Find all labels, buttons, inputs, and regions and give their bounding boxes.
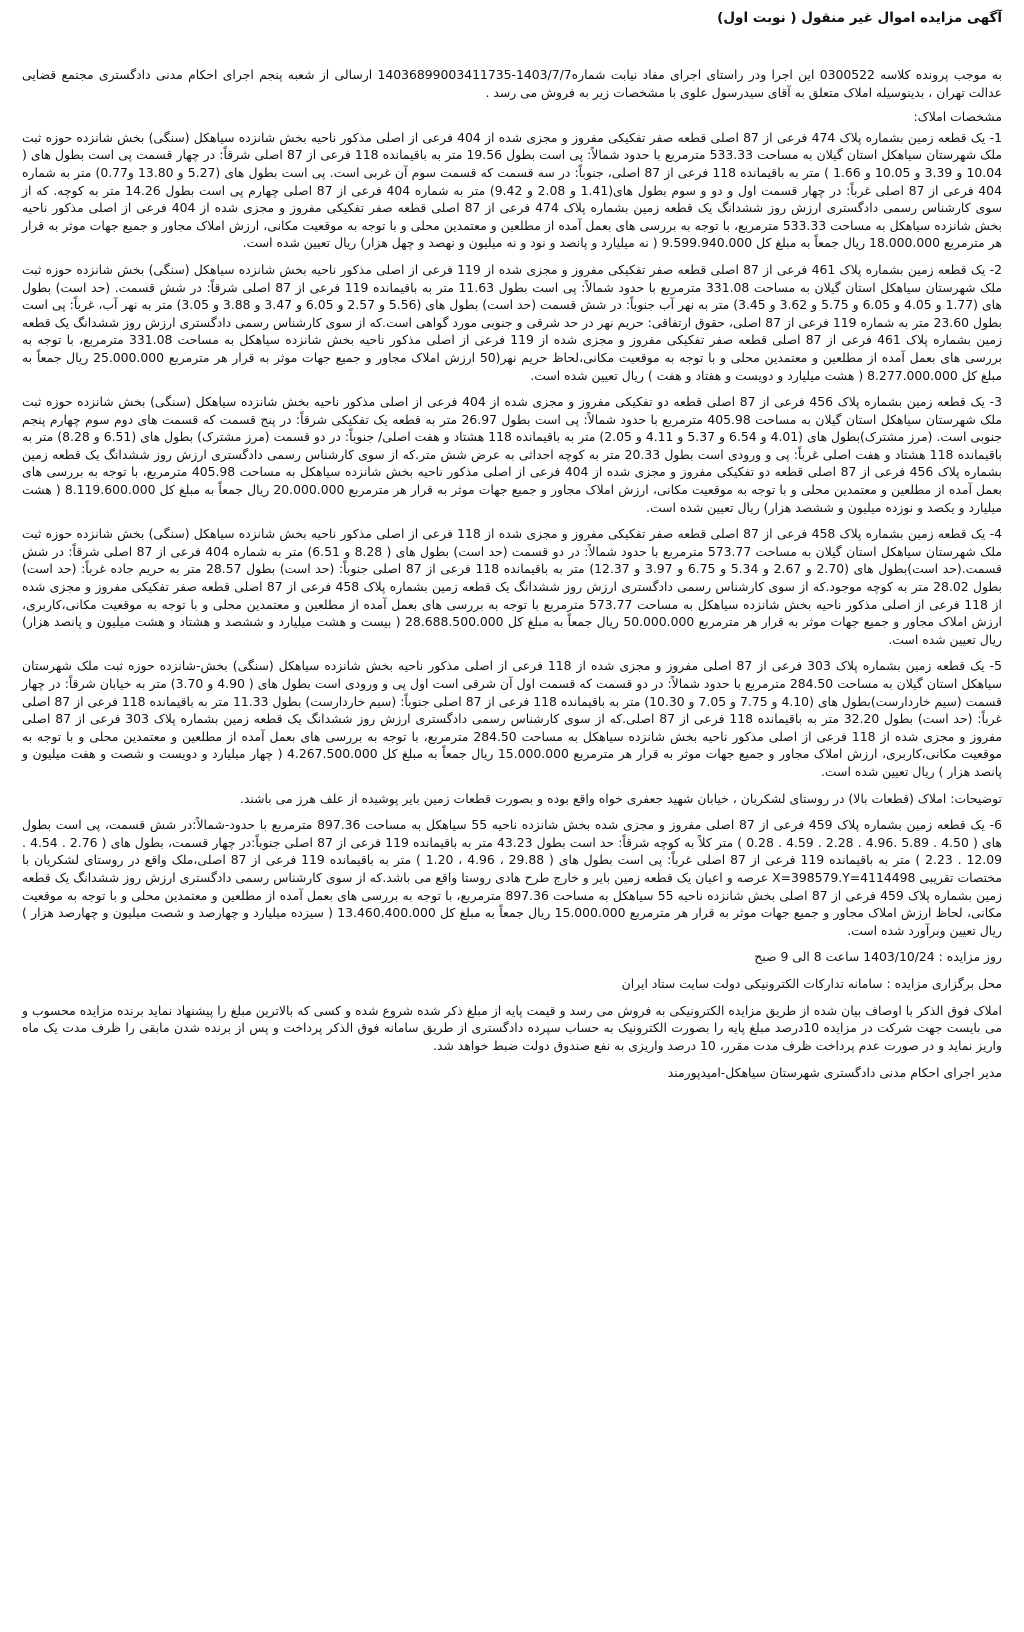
notes-paragraph: توضیحات: املاک (قطعات بالا) در روستای لشکریان ، خیابان شهید جعفری خواه واقع بوده و بصورت قطعات زمین بایر پوشیده از علف هرز می باشند. [239, 790, 1002, 806]
property-item-2: 2- یک قطعه زمین بشماره پلاک 461 فرعی از 87 اصلی قطعه صفر تفکیکی مفروز و مجزی شده از 119 فرعی از اصلی مذکور ناحیه بخش شانزده سیاهکل (سنگی) بخش شانزده حوزه ثبت ملک شهرستان سیاهکل استان گیلان به مساحت 331.08 مترمربع با حدود شمالاً: پی است بطول 11.63 متر به باقیمانده 119 فرعی از 87 اصلی شرقاً: در شش قسمت. (حد است) بطول های (1.77 و 4.05 و 6.05 و 5.75 و 3.62 و 3.45) متر به نهر آب جنوباً: در شش قسمت (حد است) بطول های (5.56 و 2.57 و 6.05 و 3.47 و 3.88 و 3.05) متر به نهر آب، غرباً: پی است بطول 23.60 متر به شماره 119 فرعی از 87 اصلی، حقوق ارتفاقی: حریم نهر در حد شرقی و جنوبی مورد گواهی است.که از سوی کارشناس رسمی دادگستری ارزش روز ششدانگ یک قطعه زمین بشماره پلاک 461 فرعی از 87 اصلی قطعه صفر تفکیکی مفروز و مجزی شده از 119 فرعی از اصلی مذکور ناحیه بخش شانزده سیاهکل به مساحت 331.08 مترمربع، با توجه به بررسی های بعمل آمده از مطلعین و معتمدین محلی و با توجه به موقعیت مکانی،لحاظ حریم نهر(50 ارزش املاک مجاور و جمیع جهات موثر به قرار هر مترمربع 25.000.000 ریال جمعاً به مبلغ کل 8.277.000.000 ( هشت میلیارد و دویست و هفتاد و هفت ) ریال تعیین شده است. [22, 261, 1003, 383]
auction-place: محل برگزاری مزایده : سامانه تدارکات الکترونیکی دولت سایت ستاد ایران [621, 975, 1002, 991]
property-item-6: 6- یک قطعه زمین بشماره پلاک 459 فرعی از 87 اصلی مفروز و مجزی شده بخش شانزده ناحیه 55 سیاهکل به مساحت 897.36 مترمربع با حدود-شمالاً:در شش قسمت، پی است بطول های ( 4.50 . 5.89 .4.96 . 2.28 . 4.59 . 0.28 ) متر کلاً به کوچه شرقاً: حد است بطول 43.23 متر به باقیمانده 119 فرعی از 87 اصلی جنوباً:در چهار قسمت، بطول های ( 2.76 . 4.54 . 12.09 . 2.23 ) متر به باقیمانده 119 فرعی از 87 اصلی غرباً: پی است بطول های ( 29.88 ، 4.96 ، 1.20 ) متر به باقیمانده 119 فرعی از 87 اصلی،ملک واقع در روستای لشکریان با مختصات تقریبی X=398579.Y=4114498 عرصه و اعیان یک قطعه زمین بایر و خارج طرح هادی روستا واقع می باشد.که از سوی کارشناس رسمی دادگستری ارزش روز ششدانگ یک قطعه زمین بشماره پلاک 459 فرعی از 87 اصلی بخش شانزده ناحیه 55 سیاهکل به مساحت 897.36 مترمربع، با توجه به بررسی های بعمل آمده از مطلعین و معتمدین محلی و با توجه به موقعیت مکانی، لحاظ ارزش املاک مجاور و جمیع جهات موثر به قرار هر مترمربع 15.000.000 ریال جمعاً به مبلغ کل 13.460.400.000 ( سیزده میلیارد و چهارصد و شصت میلیون و چهارصد هزار ) ریال تعیین وبرآورد شده است. [22, 817, 1002, 938]
notice-title: آگهی مزایده اموال غیر منقول ( نوبت اول) [717, 10, 1002, 26]
property-item-4: 4- یک قطعه زمین بشماره پلاک 458 فرعی از 87 اصلی قطعه صفر تفکیکی مفروز و مجزی شده از 118 فرعی از اصلی مذکور ناحیه بخش شانزده سیاهکل (سنگی) بخش شانزده حوزه ثبت ملک شهرستان سیاهکل استان گیلان به مساحت 573.77 مترمربع با حدود شمالاً: در دو قسمت (حد است) بطول های ( 8.28 و 6.51) متر به شماره 404 فرعی از 87 اصلی شرقاً: در شش قسمت.(حد است)بطول های (2.70 و 2.67 و 5.34 و 6.75 و 3.97 و 12.37) متر به باقیمانده 118 فرعی از 87 اصلی جنوباً: (حد است) بطول 28.57 متر به حریم جاده غرباً: (حد است) بطول 28.02 متر به کوچه موجود.که از سوی کارشناس رسمی دادگستری ارزش روز ششدانگ یک قطعه زمین بشماره پلاک 458 فرعی از 87 اصلی قطعه صفر تفکیکی مفروز و مجزی شده از 118 فرعی از اصلی مذکور ناحیه بخش شانزده سیاهکل به مساحت 573.77 مترمربع با توجه به بررسی های بعمل آمده از مطلعین و معتمدین محلی و با توجه به موقعیت مکانی،کاربری، ارزش املاک مجاور و جمیع جهات موثر به قرار هر مترمربع 50.000.000 ریال جمعاً به مبلغ کل 28.688.500.000 ( بیست و هشت میلیارد و ششصد و هشتاد و هشت میلیون و پانصد هزار) ریال تعیین شده است. [22, 526, 1002, 647]
property-item-1: 1- یک قطعه زمین بشماره پلاک 474 فرعی از 87 اصلی قطعه صفر تفکیکی مفروز و مجزی شده از 404 فرعی از اصلی مذکور ناحیه بخش شانزده سیاهکل (سنگی) بخش شانزده حوزه ثبت ملک شهرستان سیاهکل استان گیلان به مساحت 533.33 مترمربع با حدود شمالاً: پی است بطول 19.56 متر به باقیمانده 118 فرعی از 87 اصلی شرقاً: در چهار قسمت پی است بطول های ( 10.04 و 3.39 و 10.05 و 1.66 ) متر به باقیمانده 118 فرعی از 87 اصلی، جنوباً: در سه قسمت که قسمت سوم آن غربی است. پی است بطول های (5.27 و 13.80 و0.77) متر به شماره 404 فرعی از 87 اصلی غرباً: در چهار قسمت اول و دو و سوم بطول های(1.41 و 2.08 و 9.42) متر به شماره 404 فرعی از 87 اصلی چهارم پی است بطول 14.26 متر به کوچه. که از سوی کارشناس رسمی دادگستری ارزش روز ششدانگ یک قطعه زمین بشماره پلاک 474 فرعی از 87 اصلی قطعه صفر تفکیکی مفروز و مجزی شده از 404 فرعی از اصلی مذکور ناحیه بخش شانزده سیاهکل به مساحت 533.33 مترمربع، با توجه به بررسی های بعمل آمده از مطلعین و معتمدین محلی و با توجه به موقعیت مکانی، ارزش املاک مجاور و جمیع جهات موثر به قرار هر مترمربع 18.000.000 ریال جمعاً به مبلغ کل 9.599.940.000 ( نه میلیارد و پانصد و نود و نه میلیون و نهصد و چهل هزار) ریال تعیین شده است. [22, 129, 1002, 251]
auction-date: روز مزایده : 1403/10/24 ساعت 8 الی 9 صبح [754, 949, 1002, 965]
signature-line: مدیر اجرای احکام مدنی دادگستری شهرستان سیاهکل-امیدپورمند [667, 1065, 1002, 1081]
property-item-5: 5- یک قطعه زمین بشماره پلاک 303 فرعی از 87 اصلی مفروز و مجزی شده از 118 فرعی از اصلی مذکور ناحیه بخش شانزده سیاهکل (سنگی) بخش-شانزده حوزه ثبت ملک شهرستان سیاهکل استان گیلان به مساحت 284.50 مترمربع با حدود شمالاً: در دو قسمت که قسمت اول آن شرقی است اول پی و ورودی است بطول های ( 4.90 و 3.70) متر به خیابان شرقاً: در چهار قسمت (سیم خاردارست)بطول های (4.10 و 7.75 و 7.05 و 10.30) متر به باقیمانده 118 فرعی از 87 اصلی جنوباً: (سیم خاردارست) بطول 11.33 متر به باقیمانده 118 فرعی از 87 اصلی غرباً: (حد است) بطول 32.20 متر به باقیمانده 118 فرعی از 87 اصلی.که از سوی کارشناس رسمی دادگستری ارزش روز ششدانگ یک قطعه زمین بشماره پلاک 303 فرعی از 87 اصلی مفروز و مجزی شده از 118 فرعی از اصلی مذکور ناحیه بخش شانزده سیاهکل به مساحت 284.50 مترمربع، با توجه به بررسی های بعمل آمده از مطلعین و معتمدین محلی و با توجه به موقعیت مکانی،کاربری، ارزش املاک مجاور و جمیع جهات موثر به قرار هر مترمربع 15.000.000 ریال جمعاً به مبلغ کل 4.267.500.000 ( چهار میلیارد و دویست و شصت و هفت میلیون و پانصد هزار ) ریال تعیین شده است. [22, 658, 1002, 779]
auction-conditions: املاک فوق الذکر با اوصاف بیان شده از طریق مزایده الکترونیکی به فروش می رسد و قیمت پایه از مبلغ ذکر شده شروع شده و کسی که بالاترین مبلغ را پیشنهاد نماید برنده مزایده محسوب و می بایست جهت شرکت در مزایده 10درصد مبلغ پایه را بصورت الکترونیک به حساب سپرده دادگستری از طریق سامانه فوق الذکر پرداخت و پس از برنده شدن مابقی را ظرف مدت یک ماه واریز نماید و در صورت عدم پرداخت ظرف مدت مقرر، 10 درصد واریزی به نفع صندوق دولت ضبط خواهد شد. [22, 1002, 1002, 1053]
property-item-3: 3- یک قطعه زمین بشماره پلاک 456 فرعی از 87 اصلی قطعه دو تفکیکی مفروز و مجزی شده از 404 فرعی از اصلی مذکور ناحیه بخش شانزده سیاهکل (سنگی) بخش شانزده حوزه ثبت ملک شهرستان سیاهکل استان گیلان به مساحت 405.98 مترمربع با حدود شمالاً: پی است بطول 26.97 متر به قطعه یک تفکیکی شرقاً: در پنج قسمت که قسمت های دوم سوم چهارم پنجم جنوبی است. (مرز مشترک)بطول های (4.01 و 6.54 و 5.37 و 4.11 و 2.05) متر به باقیمانده 118 هشتاد و هفت اصلی/ جنوباً: در دو قسمت (مرز مشترک) بطول های (6.51 و 8.28) متر به باقیمانده 118 هشتاد و هفت اصلی غرباً: پی و ورودی است بطول 20.33 متر به کوچه احداثی به عرض شش متر.که از سوی کارشناس رسمی دادگستری ارزش روز ششدانگ یک قطعه زمین بشماره پلاک 456 فرعی از 87 اصلی قطعه دو تفکیکی مفروز و مجزی شده از 404 فرعی از اصلی مذکور ناحیه بخش شانزده سیاهکل به مساحت 405.98 مترمربع، با توجه به بررسی های بعمل آمده از مطلعین و معتمدین محلی و با توجه به موقعیت مکانی، ارزش املاک مجاور و جمیع جهات موثر به قرار هر مترمربع 20.000.000 ریال جمعاً به مبلغ کل 8.119.600.000 ( هشت میلیارد و یکصد و نوزده میلیون و ششصد هزار) ریال تعیین شده است. [22, 394, 1003, 515]
properties-heading: مشخصات املاک: [913, 109, 1002, 125]
intro-paragraph: به موجب پرونده کلاسه 0300522 این اجرا ودر راستای اجرای مفاد نیابت شماره1403/7/7-14036899003411735 ارسالی از شعبه پنجم اجرای احکام مدنی دادگستری مجتمع قضایی عدالت تهران ، بدینوسیله املاک متعلق به آقای سیدرسول علوی با مشخصات زیر به فروش می رسد . [22, 67, 1002, 100]
